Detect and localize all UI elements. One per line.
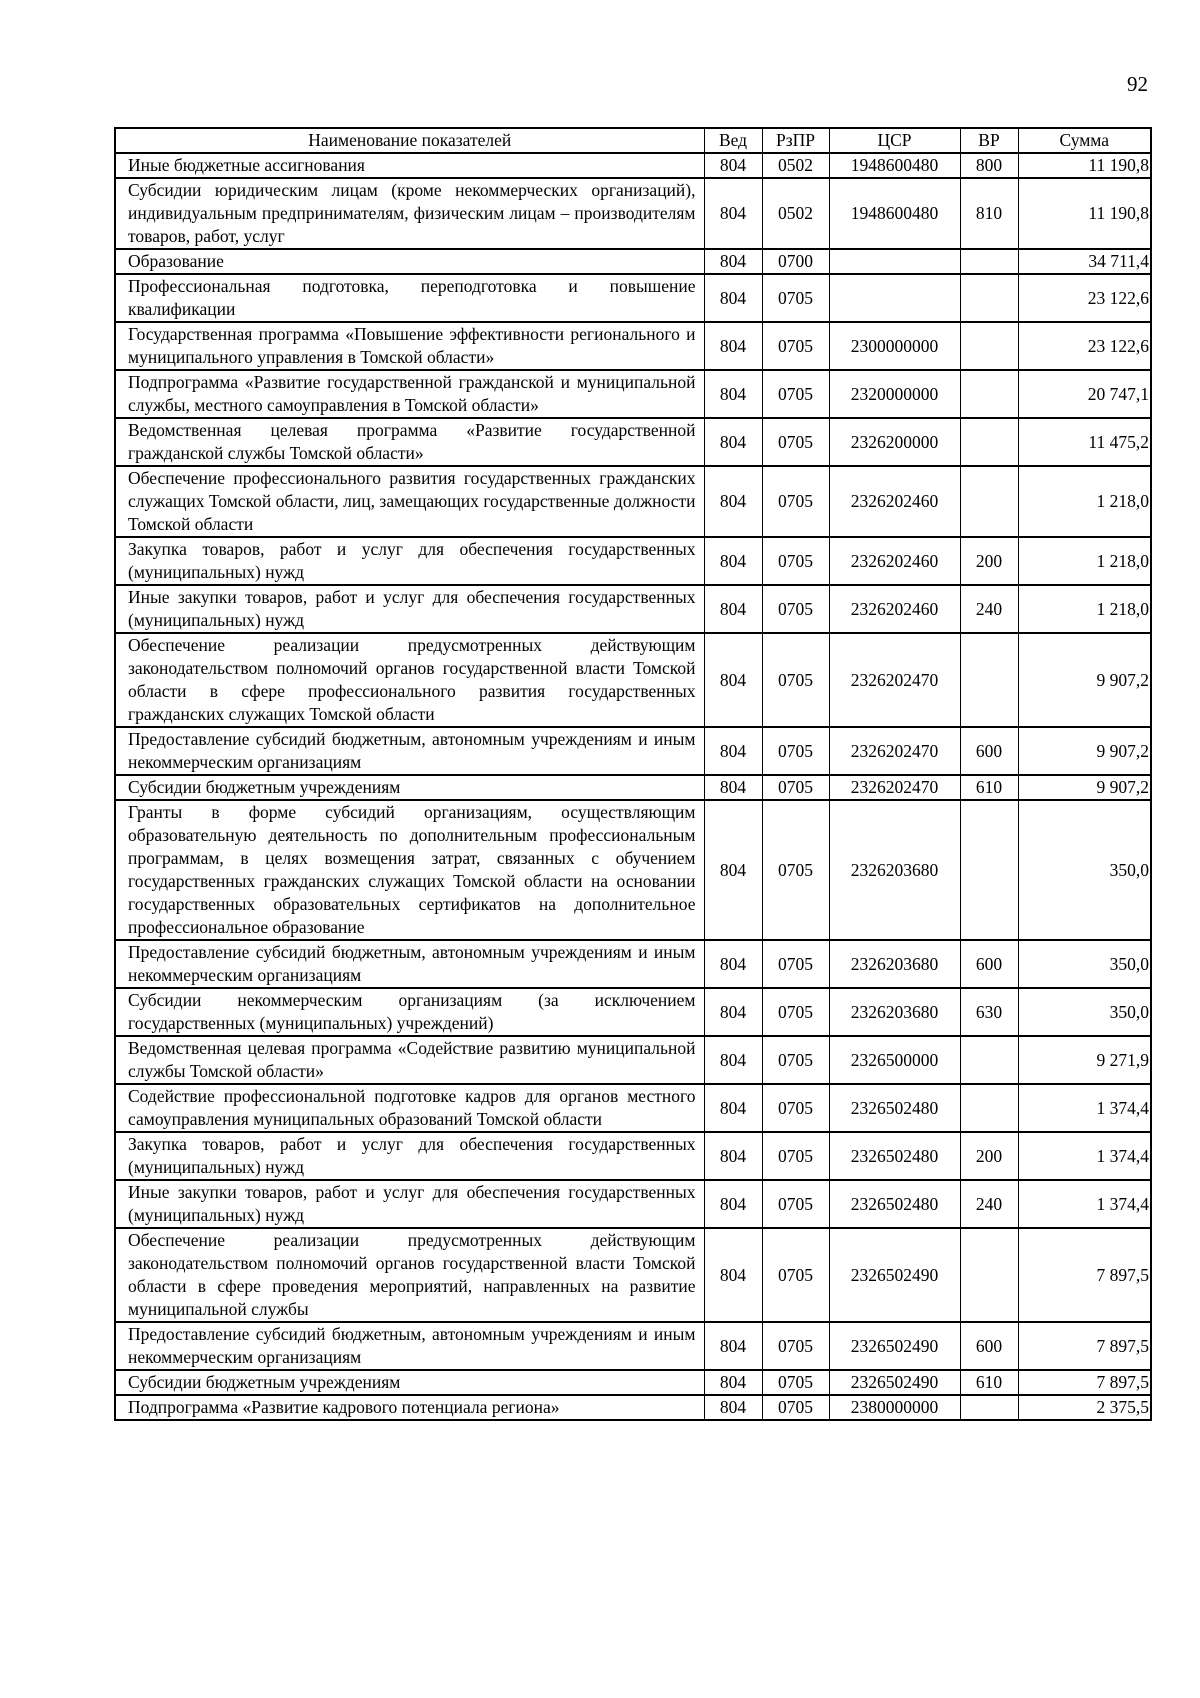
table-row (115, 370, 1151, 418)
header-rzpr: РзПР (762, 128, 829, 153)
cell-vr (960, 274, 1018, 322)
cell-csr: 2326502480 (829, 1132, 960, 1180)
cell-rzpr: 0705 (762, 940, 829, 988)
cell-rzpr: 0705 (762, 1132, 829, 1180)
cell-name: Закупка товаров, работ и услуг для обеспечения государственных (муниципальных) нужд (115, 537, 704, 585)
table-header-row (115, 128, 1151, 153)
header-name: Наименование показателей (115, 128, 704, 153)
cell-vr: 610 (960, 1370, 1018, 1395)
header-ved: Вед (704, 128, 762, 153)
cell-name: Гранты в форме субсидий организациям, осуществляющим образовательную деятельность по дополнительным профессиональным программам, в целях возмещения затрат, связанных с обучением государственных гражданских служащих Томской области на основании государственных образовательных сертификатов на дополнительное профессиональное образование (115, 800, 704, 940)
cell-rzpr: 0502 (762, 153, 829, 178)
cell-name: Предоставление субсидий бюджетным, автономным учреждениям и иным некоммерческим организациям (115, 1322, 704, 1370)
cell-name: Профессиональная подготовка, переподготовка и повышение квалификации (115, 274, 704, 322)
cell-name: Предоставление субсидий бюджетным, автономным учреждениям и иным некоммерческим организациям (115, 727, 704, 775)
cell-csr: 1948600480 (829, 178, 960, 249)
cell-sum: 1 218,0 (1018, 585, 1151, 633)
cell-csr: 2326202460 (829, 585, 960, 633)
cell-sum: 7 897,5 (1018, 1370, 1151, 1395)
cell-sum: 1 374,4 (1018, 1084, 1151, 1132)
cell-rzpr: 0705 (762, 1370, 829, 1395)
cell-sum: 7 897,5 (1018, 1228, 1151, 1322)
cell-rzpr: 0705 (762, 1395, 829, 1420)
cell-rzpr: 0705 (762, 585, 829, 633)
cell-csr: 2326203680 (829, 988, 960, 1036)
cell-ved: 804 (704, 775, 762, 800)
cell-vr (960, 800, 1018, 940)
cell-sum: 350,0 (1018, 800, 1151, 940)
cell-vr (960, 1036, 1018, 1084)
cell-name: Образование (115, 249, 704, 274)
cell-sum: 11 475,2 (1018, 418, 1151, 466)
cell-sum: 9 271,9 (1018, 1036, 1151, 1084)
cell-name: Обеспечение реализации предусмотренных действующим законодательством полномочий органов государственной власти Томской области в сфере профессионального развития государственных гражданских служащих Томской области (115, 633, 704, 727)
table-row (115, 800, 1151, 940)
cell-vr: 600 (960, 727, 1018, 775)
cell-name: Подпрограмма «Развитие кадрового потенциала региона» (115, 1395, 704, 1420)
cell-ved: 804 (704, 1132, 762, 1180)
cell-vr (960, 322, 1018, 370)
table-row (115, 585, 1151, 633)
cell-ved: 804 (704, 153, 762, 178)
cell-name: Государственная программа «Повышение эффективности регионального и муниципального управления в Томской области» (115, 322, 704, 370)
cell-sum: 350,0 (1018, 988, 1151, 1036)
cell-ved: 804 (704, 178, 762, 249)
cell-name: Субсидии бюджетным учреждениям (115, 775, 704, 800)
cell-name: Иные закупки товаров, работ и услуг для обеспечения государственных (муниципальных) нужд (115, 1180, 704, 1228)
cell-csr: 2320000000 (829, 370, 960, 418)
cell-vr (960, 466, 1018, 537)
cell-ved: 804 (704, 1084, 762, 1132)
cell-ved: 804 (704, 370, 762, 418)
cell-rzpr: 0705 (762, 1228, 829, 1322)
cell-csr: 2326502490 (829, 1228, 960, 1322)
cell-csr: 2380000000 (829, 1395, 960, 1420)
table-row (115, 274, 1151, 322)
cell-sum: 9 907,2 (1018, 727, 1151, 775)
table-row (115, 322, 1151, 370)
cell-name: Обеспечение реализации предусмотренных действующим законодательством полномочий органов государственной власти Томской области в сфере проведения мероприятий, направленных на развитие муниципальной службы (115, 1228, 704, 1322)
cell-ved: 804 (704, 1370, 762, 1395)
cell-sum: 11 190,8 (1018, 178, 1151, 249)
table-row (115, 775, 1151, 800)
cell-csr: 2326203680 (829, 800, 960, 940)
cell-vr (960, 1228, 1018, 1322)
cell-name: Иные бюджетные ассигнования (115, 153, 704, 178)
cell-csr: 2326502480 (829, 1180, 960, 1228)
table-row (115, 1228, 1151, 1322)
cell-rzpr: 0705 (762, 775, 829, 800)
table-row (115, 418, 1151, 466)
table-row (115, 1395, 1151, 1420)
cell-vr: 600 (960, 940, 1018, 988)
cell-name: Субсидии бюджетным учреждениям (115, 1370, 704, 1395)
cell-ved: 804 (704, 418, 762, 466)
cell-ved: 804 (704, 1180, 762, 1228)
cell-vr: 240 (960, 1180, 1018, 1228)
cell-ved: 804 (704, 940, 762, 988)
cell-csr: 2326202470 (829, 633, 960, 727)
table-row (115, 633, 1151, 727)
budget-table (114, 127, 1152, 1421)
table-row (115, 1370, 1151, 1395)
cell-name: Предоставление субсидий бюджетным, автономным учреждениям и иным некоммерческим организациям (115, 940, 704, 988)
cell-rzpr: 0705 (762, 727, 829, 775)
cell-vr: 610 (960, 775, 1018, 800)
cell-name: Подпрограмма «Развитие государственной гражданской и муниципальной службы, местного самоуправления в Томской области» (115, 370, 704, 418)
cell-name: Закупка товаров, работ и услуг для обеспечения государственных (муниципальных) нужд (115, 1132, 704, 1180)
cell-name: Иные закупки товаров, работ и услуг для обеспечения государственных (муниципальных) нужд (115, 585, 704, 633)
cell-sum: 1 218,0 (1018, 466, 1151, 537)
cell-rzpr: 0705 (762, 1084, 829, 1132)
cell-vr: 600 (960, 1322, 1018, 1370)
cell-vr: 630 (960, 988, 1018, 1036)
cell-ved: 804 (704, 988, 762, 1036)
cell-csr: 2326502480 (829, 1084, 960, 1132)
cell-csr: 1948600480 (829, 153, 960, 178)
table-row (115, 727, 1151, 775)
cell-rzpr: 0705 (762, 537, 829, 585)
cell-csr (829, 274, 960, 322)
cell-sum: 23 122,6 (1018, 274, 1151, 322)
cell-vr: 240 (960, 585, 1018, 633)
table-row (115, 1036, 1151, 1084)
table-row (115, 1322, 1151, 1370)
cell-ved: 804 (704, 1395, 762, 1420)
cell-rzpr: 0502 (762, 178, 829, 249)
cell-csr: 2326502490 (829, 1322, 960, 1370)
table-row (115, 537, 1151, 585)
cell-sum: 1 374,4 (1018, 1132, 1151, 1180)
cell-sum: 7 897,5 (1018, 1322, 1151, 1370)
page-number: 92 (1127, 72, 1148, 96)
cell-rzpr: 0705 (762, 1322, 829, 1370)
table-row (115, 940, 1151, 988)
cell-rzpr: 0705 (762, 1180, 829, 1228)
cell-sum: 9 907,2 (1018, 633, 1151, 727)
cell-sum: 350,0 (1018, 940, 1151, 988)
cell-rzpr: 0700 (762, 249, 829, 274)
cell-rzpr: 0705 (762, 633, 829, 727)
cell-name: Ведомственная целевая программа «Развитие государственной гражданской службы Томской области» (115, 418, 704, 466)
cell-sum: 34 711,4 (1018, 249, 1151, 274)
cell-ved: 804 (704, 585, 762, 633)
cell-rzpr: 0705 (762, 418, 829, 466)
cell-name: Ведомственная целевая программа «Содействие развитию муниципальной службы Томской области» (115, 1036, 704, 1084)
cell-name: Субсидии некоммерческим организациям (за исключением государственных (муниципальных) учреждений) (115, 988, 704, 1036)
cell-csr: 2326202470 (829, 775, 960, 800)
cell-ved: 804 (704, 249, 762, 274)
table-row (115, 1132, 1151, 1180)
table-row (115, 249, 1151, 274)
header-sum: Сумма (1018, 128, 1151, 153)
cell-csr: 2326200000 (829, 418, 960, 466)
cell-ved: 804 (704, 466, 762, 537)
cell-sum: 2 375,5 (1018, 1395, 1151, 1420)
cell-ved: 804 (704, 800, 762, 940)
header-vr: ВР (960, 128, 1018, 153)
cell-vr (960, 633, 1018, 727)
cell-rzpr: 0705 (762, 274, 829, 322)
cell-vr (960, 1395, 1018, 1420)
cell-vr: 200 (960, 1132, 1018, 1180)
cell-ved: 804 (704, 1036, 762, 1084)
cell-csr: 2326202470 (829, 727, 960, 775)
table-row (115, 178, 1151, 249)
cell-ved: 804 (704, 322, 762, 370)
cell-rzpr: 0705 (762, 1036, 829, 1084)
table-row (115, 988, 1151, 1036)
cell-name: Обеспечение профессионального развития государственных гражданских служащих Томской области, лиц, замещающих государственные должности Томской области (115, 466, 704, 537)
cell-name: Содействие профессиональной подготовке кадров для органов местного самоуправления муниципальных образований Томской области (115, 1084, 704, 1132)
cell-sum: 1 218,0 (1018, 537, 1151, 585)
cell-csr (829, 249, 960, 274)
cell-vr: 810 (960, 178, 1018, 249)
cell-csr: 2326202460 (829, 537, 960, 585)
cell-sum: 11 190,8 (1018, 153, 1151, 178)
cell-ved: 804 (704, 1228, 762, 1322)
cell-csr: 2326502490 (829, 1370, 960, 1395)
cell-sum: 20 747,1 (1018, 370, 1151, 418)
cell-sum: 9 907,2 (1018, 775, 1151, 800)
cell-ved: 804 (704, 727, 762, 775)
cell-sum: 1 374,4 (1018, 1180, 1151, 1228)
cell-vr: 800 (960, 153, 1018, 178)
cell-csr: 2326202460 (829, 466, 960, 537)
cell-ved: 804 (704, 537, 762, 585)
cell-rzpr: 0705 (762, 322, 829, 370)
cell-csr: 2326500000 (829, 1036, 960, 1084)
cell-vr (960, 249, 1018, 274)
header-csr: ЦСР (829, 128, 960, 153)
cell-vr (960, 1084, 1018, 1132)
table-row (115, 1180, 1151, 1228)
table-row (115, 466, 1151, 537)
cell-sum: 23 122,6 (1018, 322, 1151, 370)
cell-csr: 2326203680 (829, 940, 960, 988)
cell-rzpr: 0705 (762, 800, 829, 940)
cell-ved: 804 (704, 633, 762, 727)
cell-vr: 200 (960, 537, 1018, 585)
table-row (115, 1084, 1151, 1132)
cell-rzpr: 0705 (762, 988, 829, 1036)
cell-vr (960, 370, 1018, 418)
cell-rzpr: 0705 (762, 466, 829, 537)
cell-name: Субсидии юридическим лицам (кроме некоммерческих организаций), индивидуальным предпринимателям, физическим лицам – производителям товаров, работ, услуг (115, 178, 704, 249)
table-row (115, 153, 1151, 178)
cell-ved: 804 (704, 1322, 762, 1370)
cell-vr (960, 418, 1018, 466)
cell-csr: 2300000000 (829, 322, 960, 370)
cell-rzpr: 0705 (762, 370, 829, 418)
table-body (115, 153, 1151, 1420)
cell-ved: 804 (704, 274, 762, 322)
